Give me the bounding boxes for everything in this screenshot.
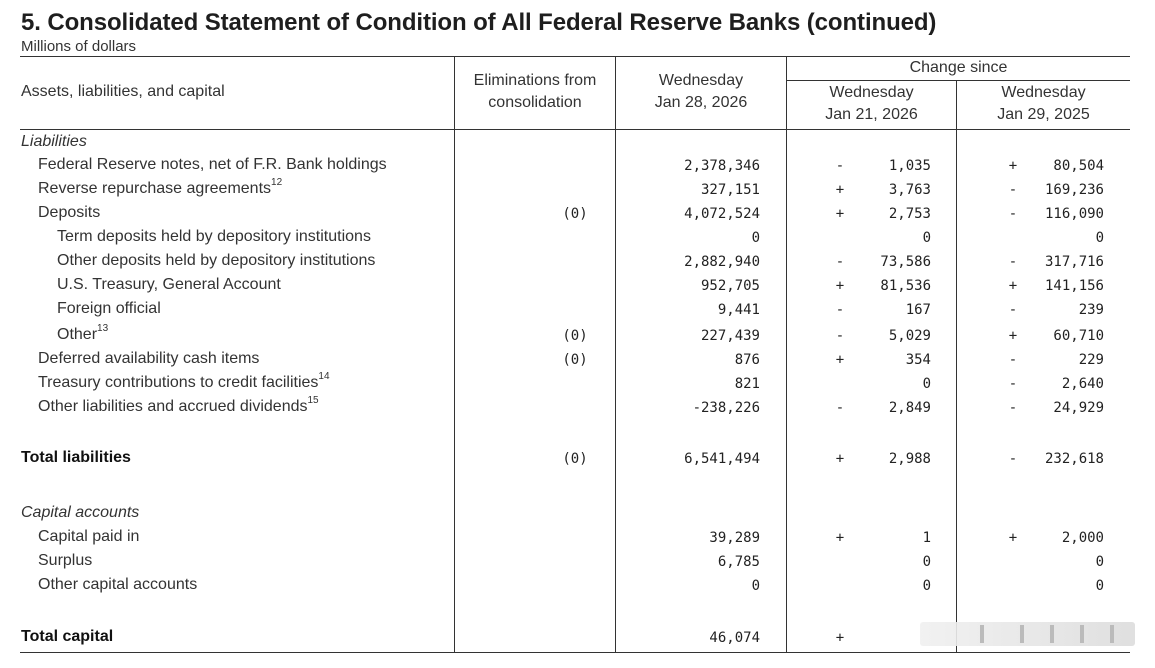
row-label-text: Liabilities — [21, 133, 87, 150]
page-subtitle: Millions of dollars — [21, 38, 137, 55]
current-value-cell: -238,226 — [692, 400, 760, 416]
change-week-sign: + — [835, 451, 845, 467]
change-week-sign: - — [835, 302, 845, 318]
row-label — [38, 156, 387, 174]
current-value-cell: 9,441 — [717, 302, 760, 318]
change-year-sign: + — [1008, 530, 1018, 546]
change-year-cell: 0 — [1095, 554, 1104, 570]
header-current-week-line1: Wednesday — [658, 72, 744, 89]
row-label — [57, 300, 161, 318]
watermark-overlay — [920, 622, 1135, 646]
change-week-cell: 2,849 — [888, 400, 931, 416]
change-week-sign: - — [835, 254, 845, 270]
change-week-cell: 73,586 — [880, 254, 931, 270]
header-assets: Assets, liabilities, and capital — [21, 83, 225, 100]
row-label-text: Other — [57, 326, 98, 343]
header-prior-year — [957, 82, 1130, 126]
change-week-sign: - — [835, 400, 845, 416]
row-label — [38, 177, 283, 198]
row-label — [38, 395, 319, 416]
row-label — [38, 552, 92, 570]
row-label-text: Federal Reserve notes, net of F.R. Bank holdings — [38, 156, 387, 173]
current-value-cell: 2,882,940 — [684, 254, 760, 270]
row-label — [38, 528, 139, 546]
current-value-cell: 327,151 — [700, 182, 760, 198]
change-year-cell: 0 — [1095, 578, 1104, 594]
header-eliminations — [455, 70, 615, 114]
change-year-sign: + — [1008, 328, 1018, 344]
header-prior-year-line1: Wednesday — [1001, 84, 1086, 101]
change-year-sign: + — [1008, 158, 1018, 174]
change-year-sign: - — [1008, 182, 1018, 198]
table-bottom-rule — [20, 652, 1130, 653]
eliminations-cell: (0) — [562, 451, 588, 467]
change-week-cell: 1 — [922, 530, 931, 546]
body-divider-4 — [956, 130, 957, 652]
change-year-sign: - — [1008, 206, 1018, 222]
section-heading — [21, 133, 87, 151]
change-week-cell: 3,763 — [888, 182, 931, 198]
row-label-text: Surplus — [38, 552, 93, 569]
page-title: 5. Consolidated Statement of Condition of All Federal Reserve Banks (continued) — [21, 9, 937, 36]
change-year-cell: 229 — [1078, 352, 1104, 368]
change-week-cell: 167 — [905, 302, 931, 318]
change-week-cell: 2,753 — [888, 206, 931, 222]
row-label-text: Capital paid in — [38, 528, 140, 545]
row-label-text: Treasury contributions to credit facilities — [38, 374, 319, 391]
row-label — [57, 252, 375, 270]
row-label — [21, 449, 131, 467]
change-year-sign: - — [1008, 254, 1018, 270]
change-year-sign: - — [1008, 400, 1018, 416]
header-prior-week-line1: Wednesday — [829, 84, 914, 101]
header-eliminations-line1: Eliminations from — [473, 72, 597, 89]
change-week-cell: 2,988 — [888, 451, 931, 467]
current-value-cell: 227,439 — [700, 328, 760, 344]
change-week-cell: 81,536 — [880, 278, 931, 294]
change-week-sign: + — [835, 530, 845, 546]
change-week-sign: - — [835, 328, 845, 344]
row-label-text: Reverse repurchase agreements — [38, 180, 272, 197]
change-week-cell: 5,029 — [888, 328, 931, 344]
header-prior-week — [787, 82, 956, 126]
change-year-sign: + — [1008, 278, 1018, 294]
current-value-cell: 39,289 — [709, 530, 760, 546]
row-label-text: Foreign official — [57, 300, 161, 317]
header-current-week — [616, 70, 786, 114]
change-year-cell: 80,504 — [1053, 158, 1104, 174]
header-prior-year-line2: Jan 29, 2025 — [997, 106, 1090, 123]
change-year-cell: 232,618 — [1044, 451, 1104, 467]
row-label — [38, 371, 330, 392]
section-heading — [21, 504, 139, 522]
row-label-text: Other liabilities and accrued dividends — [38, 398, 308, 415]
row-label — [38, 350, 259, 368]
change-year-cell: 24,929 — [1053, 400, 1104, 416]
change-year-cell: 169,236 — [1044, 182, 1104, 198]
eliminations-cell: (0) — [562, 206, 588, 222]
current-value-cell: 952,705 — [700, 278, 760, 294]
current-value-cell: 2,378,346 — [684, 158, 760, 174]
row-label-text: Other deposits held by depository institutions — [57, 252, 376, 269]
eliminations-cell: (0) — [562, 328, 588, 344]
change-week-sign: + — [835, 206, 845, 222]
change-week-cell: 0 — [922, 578, 931, 594]
current-value-cell: 4,072,524 — [684, 206, 760, 222]
row-label-text: Term deposits held by depository institutions — [57, 228, 371, 245]
change-year-cell: 239 — [1078, 302, 1104, 318]
change-year-cell: 317,716 — [1044, 254, 1104, 270]
row-label — [38, 204, 100, 222]
change-year-sign: - — [1008, 352, 1018, 368]
row-label-text: Other capital accounts — [38, 576, 198, 593]
change-year-cell: 0 — [1095, 230, 1104, 246]
body-divider-3 — [786, 130, 787, 652]
change-week-sign: + — [835, 630, 845, 646]
row-label — [38, 576, 197, 594]
header-bottom-rule — [20, 129, 1130, 130]
footnote-ref: 13 — [97, 323, 109, 334]
header-eliminations-line2: consolidation — [488, 94, 582, 111]
row-label-text: Capital accounts — [21, 504, 140, 521]
header-prior-week-line2: Jan 21, 2026 — [825, 106, 918, 123]
row-label-text: U.S. Treasury, General Account — [57, 276, 281, 293]
footnote-ref: 12 — [271, 177, 283, 188]
body-divider-1 — [454, 130, 455, 652]
change-year-sign: - — [1008, 302, 1018, 318]
change-week-cell: 354 — [905, 352, 931, 368]
change-week-sign: + — [835, 352, 845, 368]
change-year-cell: 2,000 — [1061, 530, 1104, 546]
change-year-sign: - — [1008, 376, 1018, 392]
eliminations-cell: (0) — [562, 352, 588, 368]
header-change-since: Change since — [909, 59, 1008, 76]
change-year-cell: 116,090 — [1044, 206, 1104, 222]
row-label-text: Deposits — [38, 204, 101, 221]
change-year-sign: - — [1008, 451, 1018, 467]
footnote-ref: 15 — [307, 395, 319, 406]
change-week-sign: - — [835, 158, 845, 174]
row-label — [57, 276, 281, 294]
current-value-cell: 46,074 — [709, 630, 760, 646]
change-year-cell: 2,640 — [1061, 376, 1104, 392]
row-label — [57, 323, 109, 344]
change-year-cell: 60,710 — [1053, 328, 1104, 344]
change-week-sign: + — [835, 182, 845, 198]
row-label-text: Total liabilities — [21, 449, 131, 466]
current-value-cell: 876 — [734, 352, 760, 368]
change-week-sign: + — [835, 278, 845, 294]
current-value-cell: 0 — [751, 578, 760, 594]
change-year-cell: 141,156 — [1044, 278, 1104, 294]
row-label — [21, 628, 113, 646]
current-value-cell: 821 — [734, 376, 760, 392]
row-label — [57, 228, 371, 246]
body-divider-2 — [615, 130, 616, 652]
change-week-cell: 1,035 — [888, 158, 931, 174]
change-week-cell: 0 — [922, 230, 931, 246]
header-current-week-line2: Jan 28, 2026 — [654, 94, 748, 111]
change-week-cell: 0 — [922, 554, 931, 570]
current-value-cell: 6,541,494 — [684, 451, 760, 467]
current-value-cell: 0 — [751, 230, 760, 246]
change-since-rule — [786, 80, 1130, 81]
row-label-text: Total capital — [21, 628, 114, 645]
footnote-ref: 14 — [318, 371, 330, 382]
row-label-text: Deferred availability cash items — [38, 350, 260, 367]
change-week-cell: 0 — [922, 376, 931, 392]
current-value-cell: 6,785 — [717, 554, 760, 570]
